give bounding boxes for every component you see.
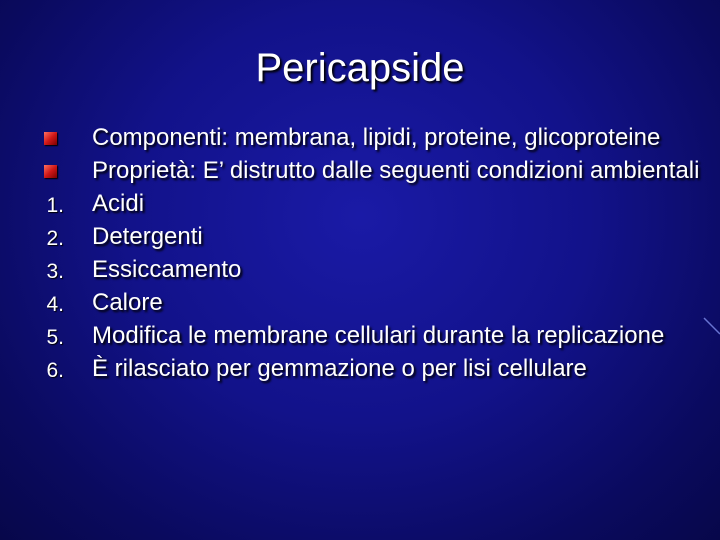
- numbered-item: [40, 225, 700, 248]
- bullet-text: Componenti: membrana, lipidi, proteine, glicoproteine: [92, 124, 661, 151]
- item-number: 4.: [46, 293, 64, 316]
- numbered-item: [40, 291, 700, 314]
- slide-title: Pericapside: [255, 46, 465, 90]
- item-text: Acidi: [92, 190, 145, 217]
- square-bullet-icon: [44, 165, 57, 178]
- numbered-item: [40, 357, 700, 380]
- bullet-item-componenti: [40, 126, 700, 149]
- item-number: 6.: [46, 359, 64, 382]
- bullet-item-proprieta: [40, 159, 700, 182]
- item-number: 3.: [46, 260, 64, 283]
- numbered-item: [40, 192, 700, 215]
- item-text: Essiccamento: [92, 256, 242, 283]
- item-number: 5.: [46, 326, 64, 349]
- item-text: È rilasciato per gemmazione o per lisi cellulare: [92, 355, 587, 382]
- item-number: 2.: [46, 227, 64, 250]
- numbered-item: [40, 258, 700, 281]
- bullet-text: Proprietà: E’ distrutto dalle seguenti condizioni ambientali: [92, 157, 700, 184]
- item-text: Modifica le membrane cellulari durante la replicazione: [92, 322, 665, 349]
- content-list: [40, 126, 700, 380]
- numbered-item: [40, 324, 700, 347]
- item-text: Calore: [92, 289, 163, 316]
- item-text: Detergenti: [92, 223, 203, 250]
- item-number: 1.: [46, 194, 64, 217]
- square-bullet-icon: [44, 132, 57, 145]
